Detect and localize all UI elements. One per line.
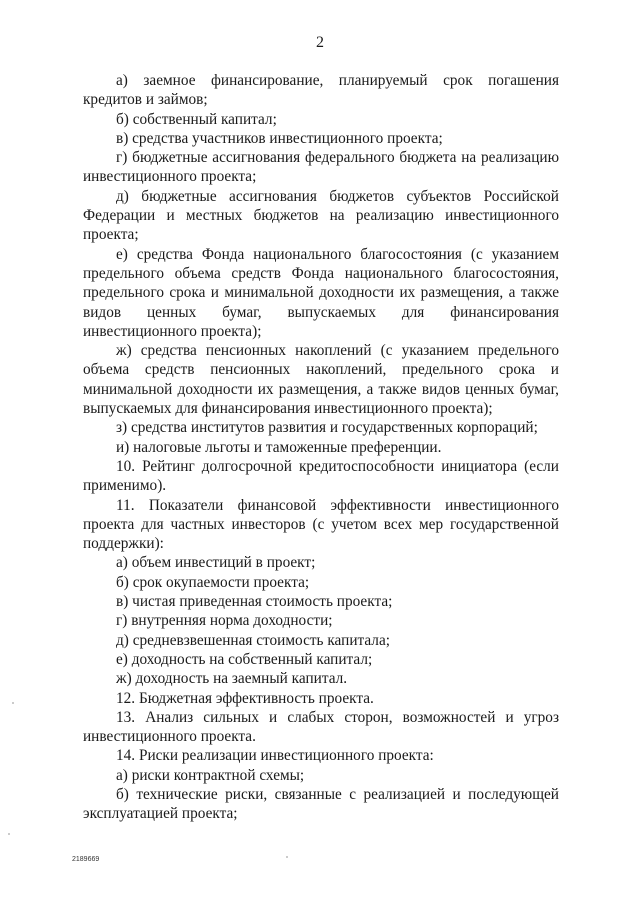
- page-number: 2: [316, 34, 324, 51]
- scan-speck: [286, 856, 288, 858]
- paragraph-section-11-financial-efficiency: 11. Показатели финансовой эффективности инвестиционного проекта для частных инвесторов (с учетом всех мер государственной поддержки):: [83, 496, 559, 553]
- paragraph-item-d-regional-budgets: д) бюджетные ассигнования бюджетов субъектов Российской Федерации и местных бюджетов на реализацию инвестиционного проекта;: [83, 187, 559, 244]
- paragraph-item-v-npv: в) чистая приведенная стоимость проекта;: [116, 593, 393, 611]
- paragraph-item-z-development-institutions: з) средства институтов развития и государственных корпораций;: [116, 419, 538, 437]
- paragraph-section-12-budget-efficiency: 12. Бюджетная эффективность проекта.: [116, 689, 374, 707]
- paragraph-item-b-payback-period: б) срок окупаемости проекта;: [116, 573, 310, 591]
- paragraph-item-g-irr: г) внутренняя норма доходности;: [116, 612, 333, 630]
- paragraph-item-i-tax-benefits: и) налоговые льготы и таможенные преференции.: [116, 438, 442, 456]
- paragraph-item-v-participant-funds: в) средства участников инвестиционного проекта;: [116, 129, 443, 147]
- paragraph-item-a-investment-volume: а) объем инвестиций в проект;: [116, 554, 316, 572]
- paragraph-item-a-contract-risks: а) риски контрактной схемы;: [116, 766, 305, 784]
- paragraph-section-13-swot: 13. Анализ сильных и слабых сторон, возможностей и угроз инвестиционного проекта.: [83, 708, 559, 746]
- paragraph-item-zh-pension-savings: ж) средства пенсионных накоплений (с указанием предельного объема средств пенсионных накоплений, предельного срока и минимальной доходности их размещения, а также видов ценных бумаг, выпускаемых для финансирования инвестиционного проекта);: [83, 342, 559, 418]
- paragraph-item-b-own-capital: б) собственный капитал;: [116, 110, 277, 128]
- scan-speck: [8, 833, 10, 835]
- paragraph-item-e-return-on-equity: е) доходность на собственный капитал;: [116, 650, 373, 668]
- paragraph-item-g-federal-budget: г) бюджетные ассигнования федерального бюджета на реализацию инвестиционного проекта;: [83, 149, 559, 186]
- paragraph-item-e-national-wealth-fund: е) средства Фонда национального благосостояния (с указанием предельного объема средств Фонда национального благосостояния, предельного срока и минимальной доходности их размещения, а также видов ценных бумаг, выпускаемых для финансирования инвестиционного проекта);: [83, 245, 559, 340]
- document-body: [83, 71, 559, 824]
- paragraph-section-14-risks: 14. Риски реализации инвестиционного проекта:: [116, 747, 434, 765]
- scan-speck: [12, 702, 14, 704]
- paragraph-item-zh-return-on-debt: ж) доходность на заемный капитал.: [116, 670, 348, 688]
- paragraph-section-10-credit-rating: 10. Рейтинг долгосрочной кредитоспособности инициатора (если применимо).: [83, 457, 559, 495]
- document-id: 2189669: [72, 856, 100, 863]
- paragraph-item-d-wacc: д) средневзвешенная стоимость капитала;: [116, 631, 390, 649]
- paragraph-item-a-borrowed-financing: а) заемное финансирование, планируемый срок погашения кредитов и займов;: [83, 72, 559, 109]
- paragraph-item-b-technical-risks: б) технические риски, связанные с реализацией и последующей эксплуатацией проекта;: [83, 785, 559, 823]
